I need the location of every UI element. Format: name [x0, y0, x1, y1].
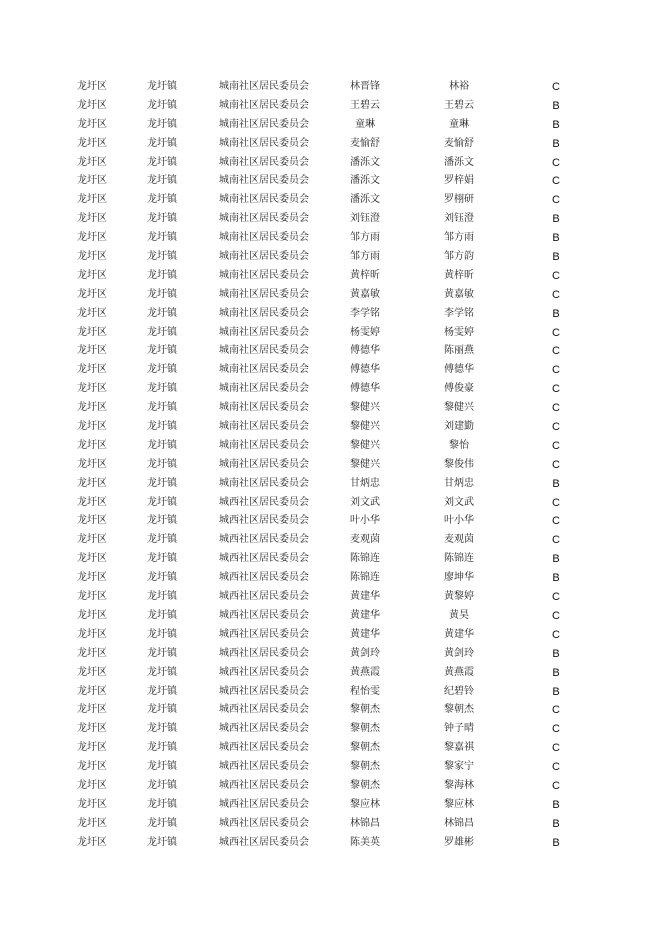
town-cell: 龙圩镇	[147, 458, 177, 470]
member-cell: 王碧云	[444, 99, 474, 111]
grade-cell: C	[552, 81, 560, 93]
district-cell: 龙圩区	[77, 269, 107, 281]
member-cell: 甘炳忠	[444, 477, 474, 489]
household-head-cell: 黄建华	[350, 609, 380, 621]
household-head-cell: 麦愉舒	[350, 137, 380, 149]
member-cell: 黄剑玲	[444, 647, 474, 659]
town-cell: 龙圩镇	[147, 345, 177, 357]
committee-cell: 城南社区居民委员会	[219, 383, 309, 395]
member-cell: 钟子晴	[444, 723, 474, 735]
town-cell: 龙圩镇	[147, 572, 177, 584]
table-row	[0, 399, 662, 418]
committee-cell: 城南社区居民委员会	[219, 307, 309, 319]
committee-cell: 城西社区居民委员会	[219, 591, 309, 603]
district-cell: 龙圩区	[77, 421, 107, 433]
grade-cell: B	[552, 307, 560, 320]
committee-cell: 城西社区居民委员会	[219, 779, 309, 791]
town-cell: 龙圩镇	[147, 817, 177, 829]
town-cell: 龙圩镇	[147, 232, 177, 244]
committee-cell: 城西社区居民委员会	[219, 609, 309, 621]
household-head-cell: 黎健兴	[350, 402, 380, 414]
committee-cell: 城南社区居民委员会	[219, 81, 309, 92]
town-cell: 龙圩镇	[147, 591, 177, 603]
grade-cell: C	[552, 591, 560, 604]
household-head-cell: 黄梓昕	[350, 269, 380, 281]
table-row	[0, 191, 662, 210]
household-head-cell: 黄嘉敏	[350, 288, 380, 300]
member-cell: 傅德华	[444, 364, 474, 376]
town-cell: 龙圩镇	[147, 383, 177, 395]
grade-cell: B	[552, 118, 560, 131]
town-cell: 龙圩镇	[147, 175, 177, 187]
household-head-cell: 黄燕霞	[350, 666, 380, 678]
table-row	[0, 116, 662, 135]
district-cell: 龙圩区	[77, 515, 107, 527]
household-head-cell: 黄剑玲	[350, 647, 380, 659]
member-cell: 黄嘉敏	[444, 288, 474, 300]
household-head-cell: 黄建华	[350, 628, 380, 640]
grade-cell: C	[552, 779, 560, 792]
grade-cell: B	[552, 798, 560, 811]
household-head-cell: 陈锦连	[350, 572, 380, 584]
member-cell: 邹方雨	[444, 232, 474, 244]
grade-cell: C	[552, 628, 560, 641]
table-row	[0, 97, 662, 116]
town-cell: 龙圩镇	[147, 137, 177, 149]
table-row	[0, 664, 662, 683]
district-cell: 龙圩区	[77, 836, 107, 848]
member-cell: 麦愉舒	[444, 137, 474, 149]
town-cell: 龙圩镇	[147, 685, 177, 697]
grade-cell: C	[552, 496, 560, 509]
member-cell: 叶小华	[444, 515, 474, 527]
town-cell: 龙圩镇	[147, 723, 177, 735]
committee-cell: 城南社区居民委员会	[219, 364, 309, 376]
town-cell: 龙圩镇	[147, 761, 177, 773]
committee-cell: 城西社区居民委员会	[219, 723, 309, 735]
grade-cell: C	[552, 402, 560, 415]
committee-cell: 城西社区居民委员会	[219, 817, 309, 829]
committee-cell: 城西社区居民委员会	[219, 761, 309, 773]
district-cell: 龙圩区	[77, 307, 107, 319]
table-row	[0, 512, 662, 531]
grade-cell: B	[552, 553, 560, 566]
district-cell: 龙圩区	[77, 798, 107, 810]
member-cell: 罗梓娟	[444, 175, 474, 187]
committee-cell: 城南社区居民委员会	[219, 251, 309, 263]
household-head-cell: 杨雯婷	[350, 326, 380, 338]
town-cell: 龙圩镇	[147, 439, 177, 451]
town-cell: 龙圩镇	[147, 628, 177, 640]
member-cell: 林裕	[449, 81, 469, 92]
district-cell: 龙圩区	[77, 137, 107, 149]
district-cell: 龙圩区	[77, 99, 107, 111]
member-cell: 麦观茵	[444, 534, 474, 546]
household-head-cell: 童琳	[355, 118, 375, 130]
committee-cell: 城南社区居民委员会	[219, 477, 309, 489]
household-head-cell: 林晋锋	[350, 81, 380, 92]
member-cell: 黎健兴	[444, 402, 474, 414]
grade-cell: B	[552, 572, 560, 585]
grade-cell: C	[552, 194, 560, 207]
table-row	[0, 475, 662, 494]
household-head-cell: 李学铭	[350, 307, 380, 319]
grade-cell: C	[552, 269, 560, 282]
town-cell: 龙圩镇	[147, 156, 177, 168]
grade-cell: C	[552, 704, 560, 717]
household-head-cell: 黎健兴	[350, 458, 380, 470]
committee-cell: 城南社区居民委员会	[219, 194, 309, 206]
district-cell: 龙圩区	[77, 251, 107, 263]
committee-cell: 城南社区居民委员会	[219, 232, 309, 244]
grade-cell: B	[552, 137, 560, 150]
committee-cell: 城西社区居民委员会	[219, 685, 309, 697]
household-head-cell: 刘文武	[350, 496, 380, 508]
district-cell: 龙圩区	[77, 477, 107, 489]
committee-cell: 城南社区居民委员会	[219, 118, 309, 130]
member-cell: 潘泺文	[444, 156, 474, 168]
district-cell: 龙圩区	[77, 194, 107, 206]
data-table	[0, 78, 662, 853]
committee-cell: 城西社区居民委员会	[219, 836, 309, 848]
table-row	[0, 607, 662, 626]
district-cell: 龙圩区	[77, 213, 107, 225]
district-cell: 龙圩区	[77, 685, 107, 697]
household-head-cell: 傅德华	[350, 345, 380, 357]
member-cell: 刘钰澄	[444, 213, 474, 225]
grade-cell: C	[552, 761, 560, 774]
grade-cell: B	[552, 666, 560, 679]
district-cell: 龙圩区	[77, 118, 107, 130]
member-cell: 罗栩研	[444, 194, 474, 206]
member-cell: 黎俊伟	[444, 458, 474, 470]
grade-cell: B	[552, 817, 560, 830]
grade-cell: C	[552, 534, 560, 547]
grade-cell: C	[552, 609, 560, 622]
table-row	[0, 210, 662, 229]
household-head-cell: 程怡雯	[350, 685, 380, 697]
district-cell: 龙圩区	[77, 723, 107, 735]
grade-cell: C	[552, 326, 560, 339]
district-cell: 龙圩区	[77, 156, 107, 168]
table-row	[0, 154, 662, 173]
district-cell: 龙圩区	[77, 326, 107, 338]
committee-cell: 城南社区居民委员会	[219, 137, 309, 149]
town-cell: 龙圩镇	[147, 307, 177, 319]
table-row	[0, 248, 662, 267]
committee-cell: 城南社区居民委员会	[219, 156, 309, 168]
table-row	[0, 550, 662, 569]
district-cell: 龙圩区	[77, 704, 107, 716]
table-row	[0, 569, 662, 588]
committee-cell: 城西社区居民委员会	[219, 742, 309, 754]
table-row	[0, 758, 662, 777]
household-head-cell: 黎朝杰	[350, 761, 380, 773]
grade-cell: C	[552, 421, 560, 434]
committee-cell: 城南社区居民委员会	[219, 458, 309, 470]
district-cell: 龙圩区	[77, 609, 107, 621]
table-row	[0, 777, 662, 796]
table-row	[0, 361, 662, 380]
household-head-cell: 叶小华	[350, 515, 380, 527]
grade-cell: B	[552, 836, 560, 849]
committee-cell: 城西社区居民委员会	[219, 704, 309, 716]
household-head-cell: 黎朝杰	[350, 779, 380, 791]
table-row	[0, 588, 662, 607]
table-row	[0, 135, 662, 154]
table-row	[0, 701, 662, 720]
table-row	[0, 456, 662, 475]
member-cell: 黄黎婷	[444, 591, 474, 603]
table-row	[0, 683, 662, 702]
table-row	[0, 267, 662, 286]
town-cell: 龙圩镇	[147, 742, 177, 754]
table-row	[0, 834, 662, 853]
member-cell: 刘文武	[444, 496, 474, 508]
committee-cell: 城西社区居民委员会	[219, 496, 309, 508]
committee-cell: 城西社区居民委员会	[219, 572, 309, 584]
table-row	[0, 380, 662, 399]
committee-cell: 城南社区居民委员会	[219, 175, 309, 187]
town-cell: 龙圩镇	[147, 326, 177, 338]
district-cell: 龙圩区	[77, 383, 107, 395]
member-cell: 黎海林	[444, 779, 474, 791]
household-head-cell: 邹方雨	[350, 232, 380, 244]
town-cell: 龙圩镇	[147, 364, 177, 376]
town-cell: 龙圩镇	[147, 798, 177, 810]
member-cell: 黎朝杰	[444, 704, 474, 716]
town-cell: 龙圩镇	[147, 421, 177, 433]
grade-cell: B	[552, 685, 560, 698]
district-cell: 龙圩区	[77, 647, 107, 659]
town-cell: 龙圩镇	[147, 553, 177, 565]
member-cell: 童琳	[449, 118, 469, 130]
table-row	[0, 739, 662, 758]
member-cell: 罗雄彬	[444, 836, 474, 848]
table-row	[0, 286, 662, 305]
member-cell: 李学铭	[444, 307, 474, 319]
household-head-cell: 黎朝杰	[350, 742, 380, 754]
town-cell: 龙圩镇	[147, 609, 177, 621]
town-cell: 龙圩镇	[147, 81, 177, 92]
district-cell: 龙圩区	[77, 666, 107, 678]
grade-cell: C	[552, 439, 560, 452]
member-cell: 陈丽燕	[444, 345, 474, 357]
district-cell: 龙圩区	[77, 572, 107, 584]
district-cell: 龙圩区	[77, 175, 107, 187]
grade-cell: C	[552, 383, 560, 396]
district-cell: 龙圩区	[77, 345, 107, 357]
committee-cell: 城南社区居民委员会	[219, 326, 309, 338]
grade-cell: B	[552, 99, 560, 112]
town-cell: 龙圩镇	[147, 704, 177, 716]
district-cell: 龙圩区	[77, 817, 107, 829]
town-cell: 龙圩镇	[147, 666, 177, 678]
table-row	[0, 342, 662, 361]
town-cell: 龙圩镇	[147, 118, 177, 130]
town-cell: 龙圩镇	[147, 779, 177, 791]
member-cell: 傅俊豪	[444, 383, 474, 395]
grade-cell: C	[552, 288, 560, 301]
household-head-cell: 甘炳忠	[350, 477, 380, 489]
district-cell: 龙圩区	[77, 402, 107, 414]
member-cell: 黎应林	[444, 798, 474, 810]
committee-cell: 城南社区居民委员会	[219, 345, 309, 357]
grade-cell: C	[552, 345, 560, 358]
district-cell: 龙圩区	[77, 364, 107, 376]
district-cell: 龙圩区	[77, 232, 107, 244]
household-head-cell: 黎朝杰	[350, 723, 380, 735]
town-cell: 龙圩镇	[147, 251, 177, 263]
committee-cell: 城南社区居民委员会	[219, 439, 309, 451]
household-head-cell: 陈美英	[350, 836, 380, 848]
member-cell: 林锦昌	[444, 817, 474, 829]
member-cell: 杨雯婷	[444, 326, 474, 338]
household-head-cell: 林锦昌	[350, 817, 380, 829]
grade-cell: C	[552, 723, 560, 736]
town-cell: 龙圩镇	[147, 213, 177, 225]
district-cell: 龙圩区	[77, 761, 107, 773]
member-cell: 纪碧铃	[444, 685, 474, 697]
table-row	[0, 172, 662, 191]
household-head-cell: 邹方雨	[350, 251, 380, 263]
household-head-cell: 陈锦连	[350, 553, 380, 565]
table-row	[0, 229, 662, 248]
district-cell: 龙圩区	[77, 458, 107, 470]
household-head-cell: 黎健兴	[350, 439, 380, 451]
table-row	[0, 418, 662, 437]
town-cell: 龙圩镇	[147, 269, 177, 281]
town-cell: 龙圩镇	[147, 515, 177, 527]
member-cell: 黄昊	[449, 609, 469, 621]
committee-cell: 城西社区居民委员会	[219, 798, 309, 810]
town-cell: 龙圩镇	[147, 99, 177, 111]
household-head-cell: 潘泺文	[350, 175, 380, 187]
town-cell: 龙圩镇	[147, 477, 177, 489]
district-cell: 龙圩区	[77, 779, 107, 791]
district-cell: 龙圩区	[77, 591, 107, 603]
household-head-cell: 傅德华	[350, 383, 380, 395]
committee-cell: 城西社区居民委员会	[219, 515, 309, 527]
grade-cell: C	[552, 458, 560, 471]
member-cell: 黄燕霞	[444, 666, 474, 678]
household-head-cell: 黄建华	[350, 591, 380, 603]
household-head-cell: 傅德华	[350, 364, 380, 376]
table-row	[0, 626, 662, 645]
district-cell: 龙圩区	[77, 553, 107, 565]
member-cell: 黄梓昕	[444, 269, 474, 281]
committee-cell: 城南社区居民委员会	[219, 421, 309, 433]
member-cell: 黄建华	[444, 628, 474, 640]
district-cell: 龙圩区	[77, 628, 107, 640]
table-row	[0, 494, 662, 513]
town-cell: 龙圩镇	[147, 496, 177, 508]
table-row	[0, 324, 662, 343]
table-row	[0, 645, 662, 664]
grade-cell: C	[552, 175, 560, 188]
town-cell: 龙圩镇	[147, 402, 177, 414]
committee-cell: 城西社区居民委员会	[219, 628, 309, 640]
member-cell: 黎怡	[449, 439, 469, 451]
district-cell: 龙圩区	[77, 496, 107, 508]
grade-cell: C	[552, 515, 560, 528]
table-row	[0, 78, 662, 97]
district-cell: 龙圩区	[77, 81, 107, 92]
district-cell: 龙圩区	[77, 742, 107, 754]
committee-cell: 城南社区居民委员会	[219, 213, 309, 225]
member-cell: 廖坤华	[444, 572, 474, 584]
grade-cell: B	[552, 213, 560, 226]
district-cell: 龙圩区	[77, 439, 107, 451]
household-head-cell: 潘泺文	[350, 156, 380, 168]
grade-cell: B	[552, 477, 560, 490]
committee-cell: 城南社区居民委员会	[219, 288, 309, 300]
grade-cell: C	[552, 742, 560, 755]
town-cell: 龙圩镇	[147, 836, 177, 848]
household-head-cell: 黎朝杰	[350, 704, 380, 716]
district-cell: 龙圩区	[77, 534, 107, 546]
table-row	[0, 437, 662, 456]
table-row	[0, 796, 662, 815]
member-cell: 黎嘉祺	[444, 742, 474, 754]
household-head-cell: 王碧云	[350, 99, 380, 111]
town-cell: 龙圩镇	[147, 194, 177, 206]
household-head-cell: 黎应林	[350, 798, 380, 810]
town-cell: 龙圩镇	[147, 647, 177, 659]
committee-cell: 城西社区居民委员会	[219, 553, 309, 565]
committee-cell: 城南社区居民委员会	[219, 269, 309, 281]
grade-cell: C	[552, 364, 560, 377]
household-head-cell: 麦观茵	[350, 534, 380, 546]
household-head-cell: 黎健兴	[350, 421, 380, 433]
committee-cell: 城西社区居民委员会	[219, 534, 309, 546]
table-row	[0, 815, 662, 834]
member-cell: 黎家宁	[444, 761, 474, 773]
committee-cell: 城西社区居民委员会	[219, 647, 309, 659]
table-row	[0, 305, 662, 324]
member-cell: 邹方韵	[444, 251, 474, 263]
committee-cell: 城西社区居民委员会	[219, 666, 309, 678]
town-cell: 龙圩镇	[147, 288, 177, 300]
grade-cell: B	[552, 232, 560, 245]
member-cell: 刘建勤	[444, 421, 474, 433]
committee-cell: 城南社区居民委员会	[219, 99, 309, 111]
district-cell: 龙圩区	[77, 288, 107, 300]
grade-cell: C	[552, 156, 560, 169]
household-head-cell: 潘泺文	[350, 194, 380, 206]
member-cell: 陈锦连	[444, 553, 474, 565]
table-row	[0, 720, 662, 739]
grade-cell: B	[552, 647, 560, 660]
committee-cell: 城南社区居民委员会	[219, 402, 309, 414]
household-head-cell: 刘钰澄	[350, 213, 380, 225]
town-cell: 龙圩镇	[147, 534, 177, 546]
table-row	[0, 531, 662, 550]
grade-cell: B	[552, 251, 560, 264]
